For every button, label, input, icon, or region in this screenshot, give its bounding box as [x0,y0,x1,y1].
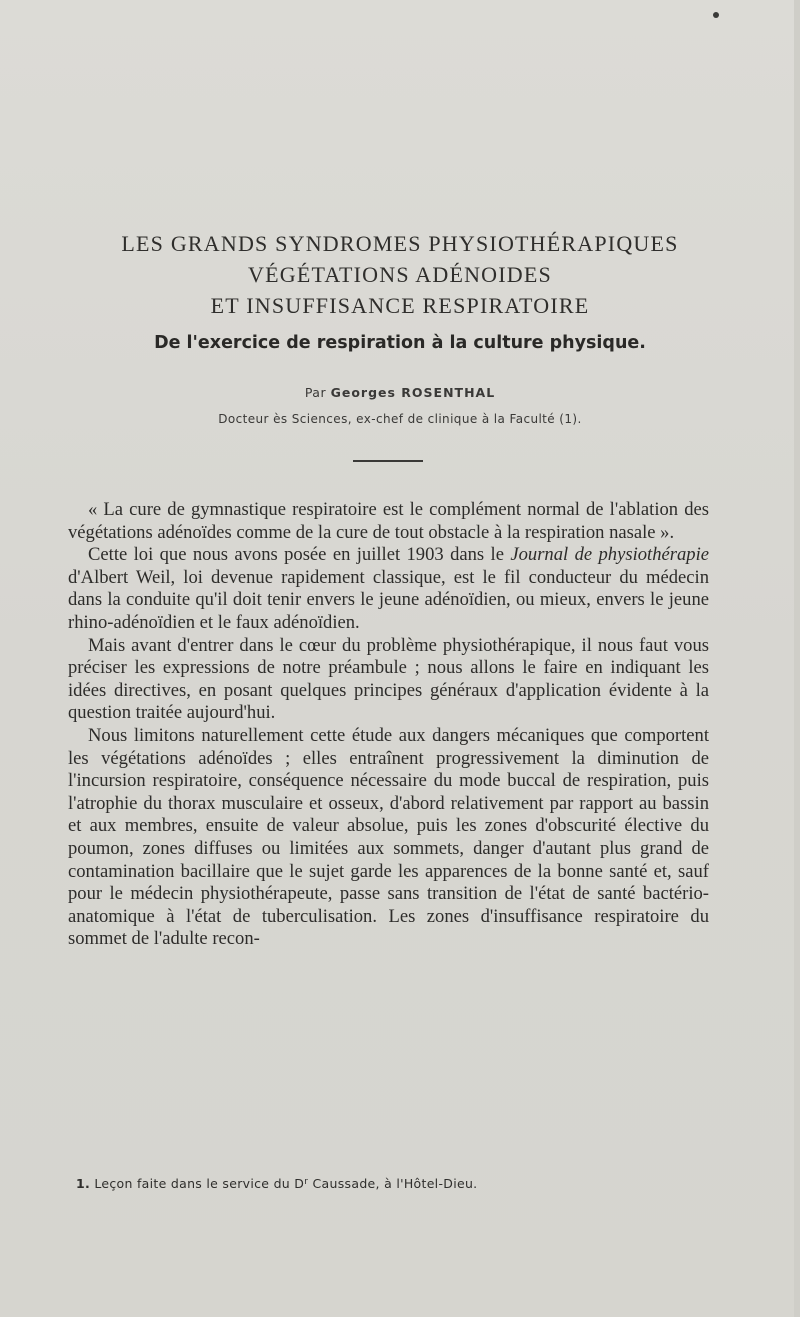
title-line-2: VÉGÉTATIONS ADÉNOIDES [248,262,552,287]
article-subtitle: De l'exercice de respiration à la culture physique. [154,333,646,353]
author-affiliation: Docteur ès Sciences, ex-chef de clinique à la Faculté (1). [218,412,582,426]
author-prefix: Par [304,385,327,400]
footnote [76,1176,716,1191]
ink-spot [713,12,719,18]
paragraph-1: « La cure de gymnastique respiratoire est le complément normal de l'ablation des végétations adénoïdes comme de la cure de tout obstacle à la respiration nasale ». [68,499,709,543]
title-line-3: ET INSUFFISANCE RESPIRATOIRE [210,293,590,318]
author-line [60,385,740,400]
author-name: Georges ROSENTHAL [330,385,496,400]
article-body [68,499,709,951]
paragraph-4: Nous limitons naturellement cette étude aux dangers mécaniques que comportent les végétations adénoïdes ; elles entraînent progressivement la diminution de l'incursion respiratoire, conséquence nécessaire du mode buccal de respiration, puis l'atrophie du thorax musculaire et osseux, d'abord relativement par rapport au bassin et aux membres, ensuite de valeur absolue, puis les zones d'obscurité élective du poumon, zones diffuses ou limitées aux sommets, danger d'autant plus grand de contamination bacillaire que le sujet garde les apparences de la bonne santé et, sauf pour le médecin physiothérapeute, passe sans transition de l'état de santé bactério-anatomique à l'état de tuberculisation. Les zones d'insuffisance respiratoire du sommet de l'adulte recon- [68,724,709,950]
journal-name: Journal de physiothérapie [510,544,709,566]
article-title [60,228,740,321]
footnote-superscript: r [304,1177,309,1187]
footnote-text-start: Leçon faite dans le service du D [94,1176,305,1191]
footnote-number: 1. [76,1176,91,1191]
paragraph-3: Mais avant d'entrer dans le cœur du problème physiothérapique, il nous faut vous préciser les expressions de notre préambule ; nous allons le faire en indiquant les idées directives, en posant quelques principes généraux d'application évidente à la question traitée aujourd'hui. [68,634,709,724]
page-edge [794,0,800,1317]
title-line-1: LES GRANDS SYNDROMES PHYSIOTHÉRAPIQUES [121,231,679,256]
footnote-text-end: Caussade, à l'Hôtel-Dieu. [312,1176,478,1191]
paragraph-2-start: Cette loi que nous avons posée en juillet 1903 dans le [88,544,504,566]
paragraph-2 [68,544,709,634]
paragraph-2-end: d'Albert Weil, loi devenue rapidement classique, est le fil conducteur du médecin dans la conduite qu'il doit tenir envers le jeune adénoïdien, ou mieux, envers le jeune rhino-adénoïdien et le faux adénoïdien. [68,566,709,633]
section-divider [353,460,423,462]
